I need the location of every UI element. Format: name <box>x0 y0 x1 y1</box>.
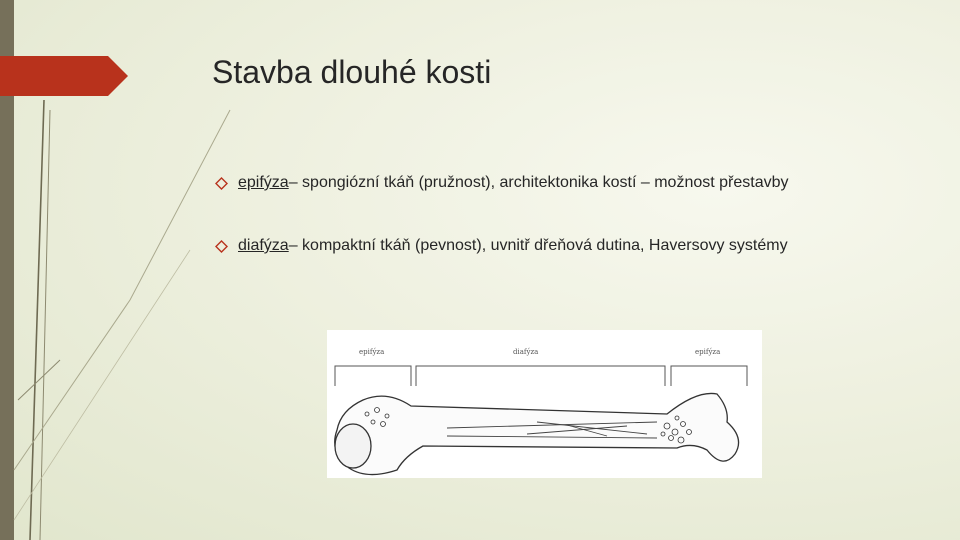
label-diafyza: diafýza <box>513 348 539 356</box>
long-bone-illustration <box>327 330 762 478</box>
bullet-epifyza <box>215 174 789 192</box>
bullet-term: epifýza <box>238 174 289 191</box>
slide-title: Stavba dlouhé kosti <box>212 54 492 90</box>
diamond-bullet-icon <box>215 177 228 190</box>
region-brackets <box>335 366 747 386</box>
title-accent-tab <box>0 56 128 96</box>
bullet-diafyza <box>215 237 788 255</box>
bullet-text: – spongiózní tkáň (pružnost), architektonika kostí – možnost přestavby <box>288 174 789 191</box>
bullet-term: diafýza <box>238 237 289 254</box>
bone-shape <box>335 393 739 474</box>
diamond-bullet-icon <box>215 240 228 253</box>
bullet-text: – kompaktní tkáň (pevnost), uvnitř dřeňová dutina, Haversovy systémy <box>288 237 788 254</box>
label-epifyza-left: epifýza <box>359 348 385 356</box>
label-epifyza-right: epifýza <box>695 348 721 356</box>
